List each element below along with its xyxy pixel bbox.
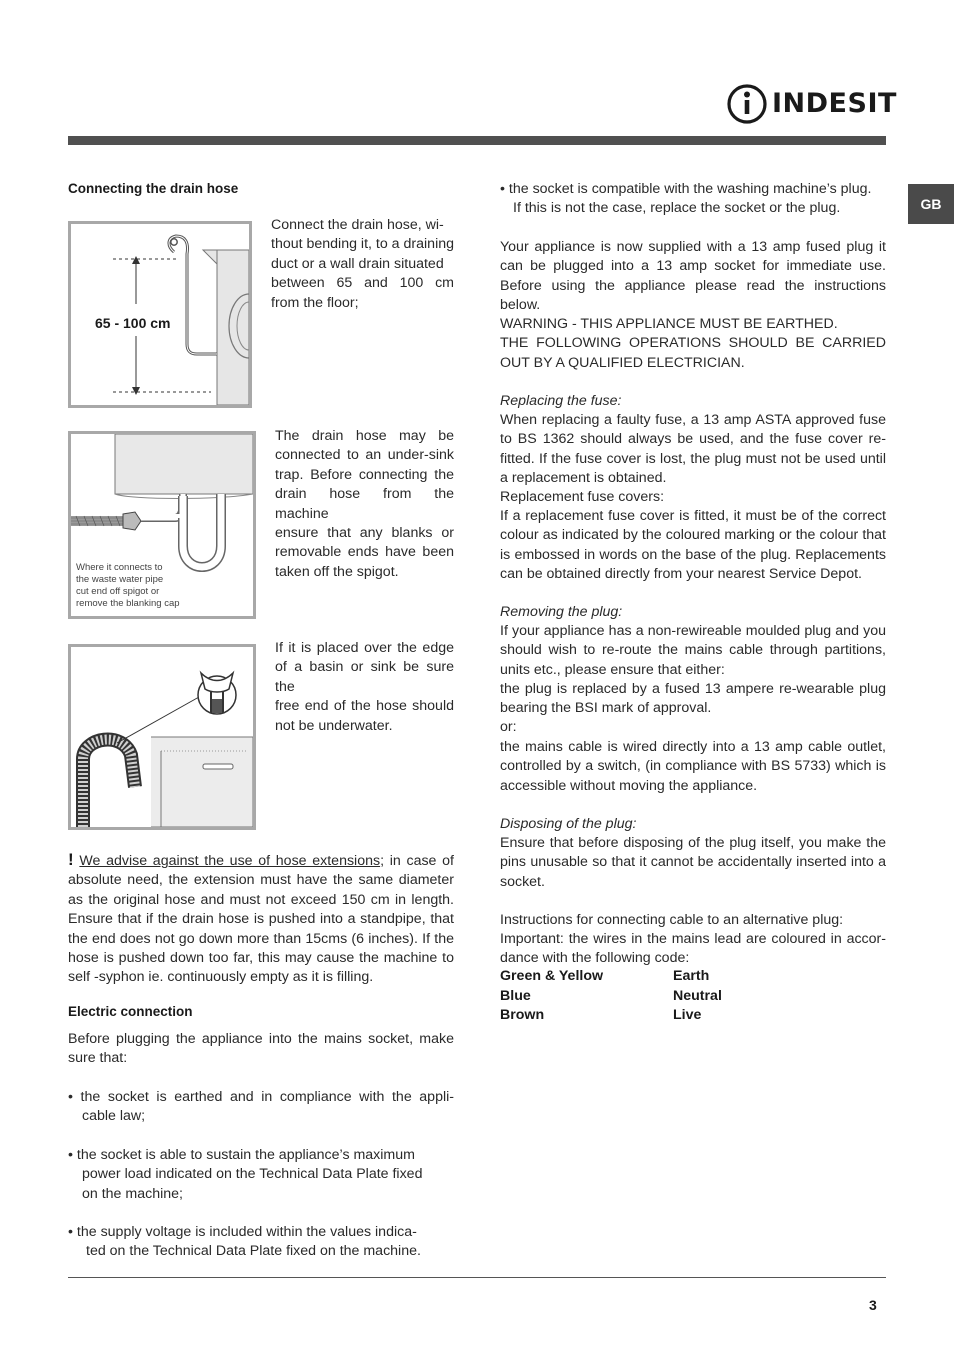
bullet-earthed: • the socket is earthed and in compliance with the appli- cable law; (68, 1089, 454, 1125)
brand-name: INDESIT (772, 88, 897, 119)
bullet-plug-compatible: • the socket is compatible with the washing machine’s plug. If this is not the case, replace the socket or the plug. (500, 181, 872, 217)
remove-plug-text: If your appliance has a non-rewireable moulded plug and you should wish to re-route the mains cable through partitions, units etc., please ensure that either: (500, 623, 886, 678)
hose-extension-warning: ! We advise against the use of hose extensions; in case of absolute need, the extension must have the same diameter as the original hose and must not exceed 150 cm in length. Ensure that if the drain hose is pushed into a standpipe, that the end does not go down more than 15cms (6 inches). If the hose is pushed down too far, this may cause the machine to self -syphon ie. continuously empty as it is filling. (68, 850, 454, 986)
remove-plug-option-1: the plug is replaced by a fused 13 ampere re-wearable plug bearing the BSI mark of approval. (500, 681, 886, 717)
fuse-text: When replacing a faulty fuse, a 13 amp ASTA approved fuse to BS 1362 should always be used, and the fuse cover re-fitted. If the fuse cover is lost, the plug must not be used until a replacement is obtained. (500, 412, 886, 487)
fig3-description: If it is placed over the edge of a basin or sink be sure the free end of the hose should not be underwater. (275, 640, 454, 734)
alt-plug-title: Instructions for connecting cable to an alternative plug: (500, 912, 844, 928)
figure-under-sink-trap (68, 431, 256, 619)
wire-meaning: Neutral (673, 988, 722, 1004)
wire-colour: Green & Yellow (500, 968, 604, 984)
height-range-label: 65 - 100 cm (95, 315, 171, 331)
electric-heading: Electric connection (68, 1004, 193, 1019)
warning-mark: ! (68, 850, 74, 869)
wire-meaning: Earth (673, 968, 710, 984)
remove-plug-heading: Removing the plug: (500, 604, 623, 620)
dispose-plug-heading: Disposing of the plug: (500, 816, 637, 832)
remove-plug-or: or: (500, 719, 517, 735)
wire-colour: Brown (500, 1007, 545, 1023)
bullet-power-load: • the socket is able to sustain the appliance’s maximum power load indicated on the Technical Data Plate fixed on the machine; (68, 1147, 423, 1202)
page-number: 3 (869, 1297, 877, 1313)
fig2-description: The drain hose may be connected to an under-sink trap. Before connecting the drain hose from the machine ensure that any blanks or removable ends have been taken off the spigot. (275, 428, 454, 580)
footer-rule (68, 1277, 886, 1278)
figure-wall-drain (68, 221, 252, 408)
warning-underlined: We advise against the use of hose extensions (79, 853, 381, 869)
fuse-heading: Replacing the fuse: (500, 393, 622, 409)
wire-meaning: Live (673, 1007, 702, 1023)
fig1-description: Connect the drain hose, wi- thout bending it, to a draining duct or a wall drain situated between 65 and 100 cm from the floor; (271, 217, 454, 311)
header-bar (68, 136, 886, 145)
dispose-plug-text: Ensure that before disposing of the plug itself, you make the pins unusable so that it cannot be accidentally inserted into a socket. (500, 835, 886, 890)
wire-colour: Blue (500, 988, 531, 1004)
figure-basin-edge (68, 644, 256, 830)
fig2-caption: Where it connects to the waste water pipe cut end off spigot or remove the blanking cap (76, 562, 180, 609)
alt-plug-text: Important: the wires in the mains lead are coloured in accor-dance with the following code: (500, 931, 886, 967)
electric-intro: Before plugging the appliance into the mains socket, make sure that: (68, 1031, 454, 1067)
earth-warning: WARNING - THIS APPLIANCE MUST BE EARTHED. THE FOLLOWING OPERATIONS SHOULD BE CARRIED OUT BY A QUALIFIED ELECTRICIAN. (500, 316, 886, 371)
remove-plug-option-2: the mains cable is wired directly into a 13 amp cable outlet, controlled by a switch, (in compliance with BS 5733) which is accessible without moving the appliance. (500, 739, 886, 794)
covers-label: Replacement fuse covers: (500, 489, 665, 505)
language-tab: GB (908, 184, 954, 224)
covers-text: If a replacement fuse cover is fitted, it must be of the correct colour as indicated by the coloured marking or the colour that is embossed in words on the base of the plug. Replacements can be obtained directly from your nearest Service Depot. (500, 508, 886, 583)
fused-plug-text: Your appliance is now supplied with a 13 amp fused plug it can be plugged into a 13 amp socket for immediate use. Before using the appliance please read the instructions below. (500, 239, 886, 314)
bullet-voltage: • the supply voltage is included within the values indica- ted on the Technical Data Plate fixed on the machine. (68, 1224, 421, 1260)
drain-hose-heading: Connecting the drain hose (68, 181, 239, 196)
